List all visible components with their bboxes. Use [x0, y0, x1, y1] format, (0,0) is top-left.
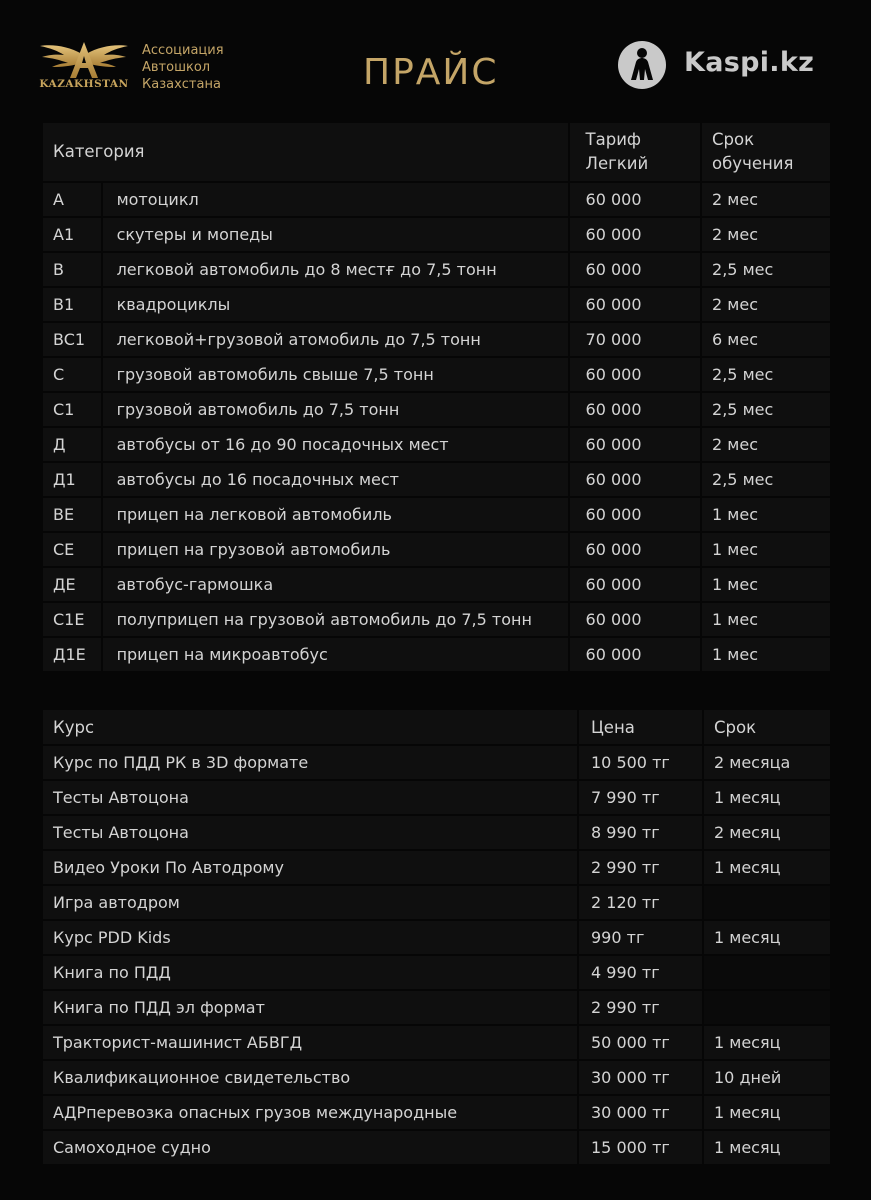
study-term: 2,5 мес [702, 463, 830, 496]
course-name: Книга по ПДД эл формат [43, 991, 577, 1024]
table-row [43, 816, 830, 849]
category-name: прицеп на легковой автомобиль [103, 498, 568, 531]
category-name: полуприцеп на грузовой автомобиль до 7,5 тонн [103, 603, 568, 636]
study-term: 1 мес [702, 638, 830, 671]
category-code: BC1 [43, 323, 101, 356]
table-row [43, 781, 830, 814]
study-term: 2,5 мес [702, 393, 830, 426]
tariff-price: 60 000 [570, 183, 701, 216]
tariff-price: 70 000 [570, 323, 701, 356]
category-name: скутеры и мопеды [103, 218, 568, 251]
categories-price-table [41, 121, 832, 673]
course-term [704, 991, 830, 1024]
tariff-header-line: Тариф [585, 130, 642, 149]
table-row [43, 253, 830, 286]
course-term [704, 886, 830, 919]
tariff-price: 60 000 [570, 568, 701, 601]
course-name: Книга по ПДД [43, 956, 577, 989]
term-header-line: обучения [712, 154, 794, 173]
category-code: B [43, 253, 101, 286]
category-code: C1 [43, 393, 101, 426]
table-row [43, 603, 830, 636]
tariff-price: 60 000 [570, 288, 701, 321]
table-row [43, 533, 830, 566]
study-term: 6 мес [702, 323, 830, 356]
study-term: 1 мес [702, 533, 830, 566]
category-code: CE [43, 533, 101, 566]
tariff-header [570, 123, 701, 181]
category-name: грузовой автомобиль до 7,5 тонн [103, 393, 568, 426]
category-code: Д [43, 428, 101, 461]
table-row [43, 1096, 830, 1129]
course-name: Курс PDD Kids [43, 921, 577, 954]
table-header-row [43, 710, 830, 744]
logo-wordmark: KAZAKHSTAN [39, 78, 129, 90]
table-row [43, 568, 830, 601]
category-name: прицеп на грузовой автомобиль [103, 533, 568, 566]
study-term: 2 мес [702, 288, 830, 321]
association-line: Автошкол [142, 60, 211, 75]
course-price: 7 990 тг [579, 781, 702, 814]
course-price: 8 990 тг [579, 816, 702, 849]
category-name: легковой+грузовой атомобиль до 7,5 тонн [103, 323, 568, 356]
course-name: Видео Уроки По Автодрому [43, 851, 577, 884]
table-row [43, 1061, 830, 1094]
term-header [702, 123, 830, 181]
category-name: автобус-гармошка [103, 568, 568, 601]
table-row [43, 428, 830, 461]
table-row [43, 851, 830, 884]
category-name: автобусы до 16 посадочных мест [103, 463, 568, 496]
term-header: Срок [704, 710, 830, 744]
course-name: Тесты Автоцона [43, 816, 577, 849]
page-title: ПРАЙС [363, 52, 499, 93]
course-name: Тесты Автоцона [43, 781, 577, 814]
category-code: ДЕ [43, 568, 101, 601]
course-price: 30 000 тг [579, 1096, 702, 1129]
header [0, 0, 871, 120]
winged-a-logo-icon [38, 40, 130, 80]
tariff-price: 60 000 [570, 358, 701, 391]
table-row [43, 218, 830, 251]
course-term: 1 месяц [704, 851, 830, 884]
course-price: 4 990 тг [579, 956, 702, 989]
price-header: Цена [579, 710, 702, 744]
course-term [704, 956, 830, 989]
table-row [43, 956, 830, 989]
term-header-line: Срок [712, 130, 755, 149]
tariff-price: 60 000 [570, 463, 701, 496]
table-row [43, 288, 830, 321]
category-name: легковой автомобиль до 8 местғ до 7,5 тонн [103, 253, 568, 286]
table-row [43, 746, 830, 779]
course-price: 990 тг [579, 921, 702, 954]
tariff-price: 60 000 [570, 498, 701, 531]
course-term: 1 месяц [704, 921, 830, 954]
course-name: Курс по ПДД РК в 3D формате [43, 746, 577, 779]
table-row [43, 498, 830, 531]
category-code: B1 [43, 288, 101, 321]
category-name: грузовой автомобиль свыше 7,5 тонн [103, 358, 568, 391]
course-name: АДРперевозка опасных грузов международные [43, 1096, 577, 1129]
course-price: 15 000 тг [579, 1131, 702, 1164]
tariff-price: 60 000 [570, 428, 701, 461]
table-row [43, 183, 830, 216]
study-term: 2 мес [702, 428, 830, 461]
course-header: Курс [43, 710, 577, 744]
category-code: A [43, 183, 101, 216]
category-code: A1 [43, 218, 101, 251]
category-code: Д1 [43, 463, 101, 496]
study-term: 1 мес [702, 498, 830, 531]
tariff-price: 60 000 [570, 533, 701, 566]
association-line: Казахстана [142, 77, 221, 92]
tariff-price: 60 000 [570, 638, 701, 671]
tariff-price: 60 000 [570, 253, 701, 286]
course-term: 1 месяц [704, 1096, 830, 1129]
kaspi-label: Kaspi.kz [684, 47, 815, 78]
table-header-row [43, 123, 830, 181]
table-row [43, 323, 830, 356]
association-logo [38, 40, 130, 94]
category-code: Д1Е [43, 638, 101, 671]
table-row [43, 1026, 830, 1059]
tariff-header-line: Легкий [585, 154, 649, 173]
tariff-price: 60 000 [570, 218, 701, 251]
category-header: Категория [43, 123, 568, 181]
table-row [43, 921, 830, 954]
course-name: Тракторист-машинист АБВГД [43, 1026, 577, 1059]
study-term: 2,5 мес [702, 253, 830, 286]
category-code: C1E [43, 603, 101, 636]
table-row [43, 393, 830, 426]
course-term: 1 месяц [704, 781, 830, 814]
table-row [43, 886, 830, 919]
category-code: C [43, 358, 101, 391]
course-term: 2 месяц [704, 816, 830, 849]
table-row [43, 991, 830, 1024]
course-term: 1 месяц [704, 1131, 830, 1164]
table-row [43, 463, 830, 496]
course-price: 30 000 тг [579, 1061, 702, 1094]
tariff-price: 60 000 [570, 393, 701, 426]
category-code: BE [43, 498, 101, 531]
association-name [142, 42, 224, 93]
course-price: 2 990 тг [579, 991, 702, 1024]
category-name: квадроциклы [103, 288, 568, 321]
category-name: автобусы от 16 до 90 посадочных мест [103, 428, 568, 461]
association-line: Ассоциация [142, 43, 224, 58]
course-term: 10 дней [704, 1061, 830, 1094]
courses-price-table [41, 708, 832, 1166]
course-name: Самоходное судно [43, 1131, 577, 1164]
table-row [43, 1131, 830, 1164]
table-row [43, 638, 830, 671]
kaspi-logo-icon [617, 40, 667, 90]
course-name: Квалификационное свидетельство [43, 1061, 577, 1094]
tariff-price: 60 000 [570, 603, 701, 636]
study-term: 2 мес [702, 183, 830, 216]
course-price: 50 000 тг [579, 1026, 702, 1059]
study-term: 2,5 мес [702, 358, 830, 391]
category-name: прицеп на микроавтобус [103, 638, 568, 671]
study-term: 2 мес [702, 218, 830, 251]
study-term: 1 мес [702, 568, 830, 601]
study-term: 1 мес [702, 603, 830, 636]
table-row [43, 358, 830, 391]
course-price: 2 120 тг [579, 886, 702, 919]
course-name: Игра автодром [43, 886, 577, 919]
course-term: 1 месяц [704, 1026, 830, 1059]
category-name: мотоцикл [103, 183, 568, 216]
course-term: 2 месяца [704, 746, 830, 779]
course-price: 2 990 тг [579, 851, 702, 884]
course-price: 10 500 тг [579, 746, 702, 779]
